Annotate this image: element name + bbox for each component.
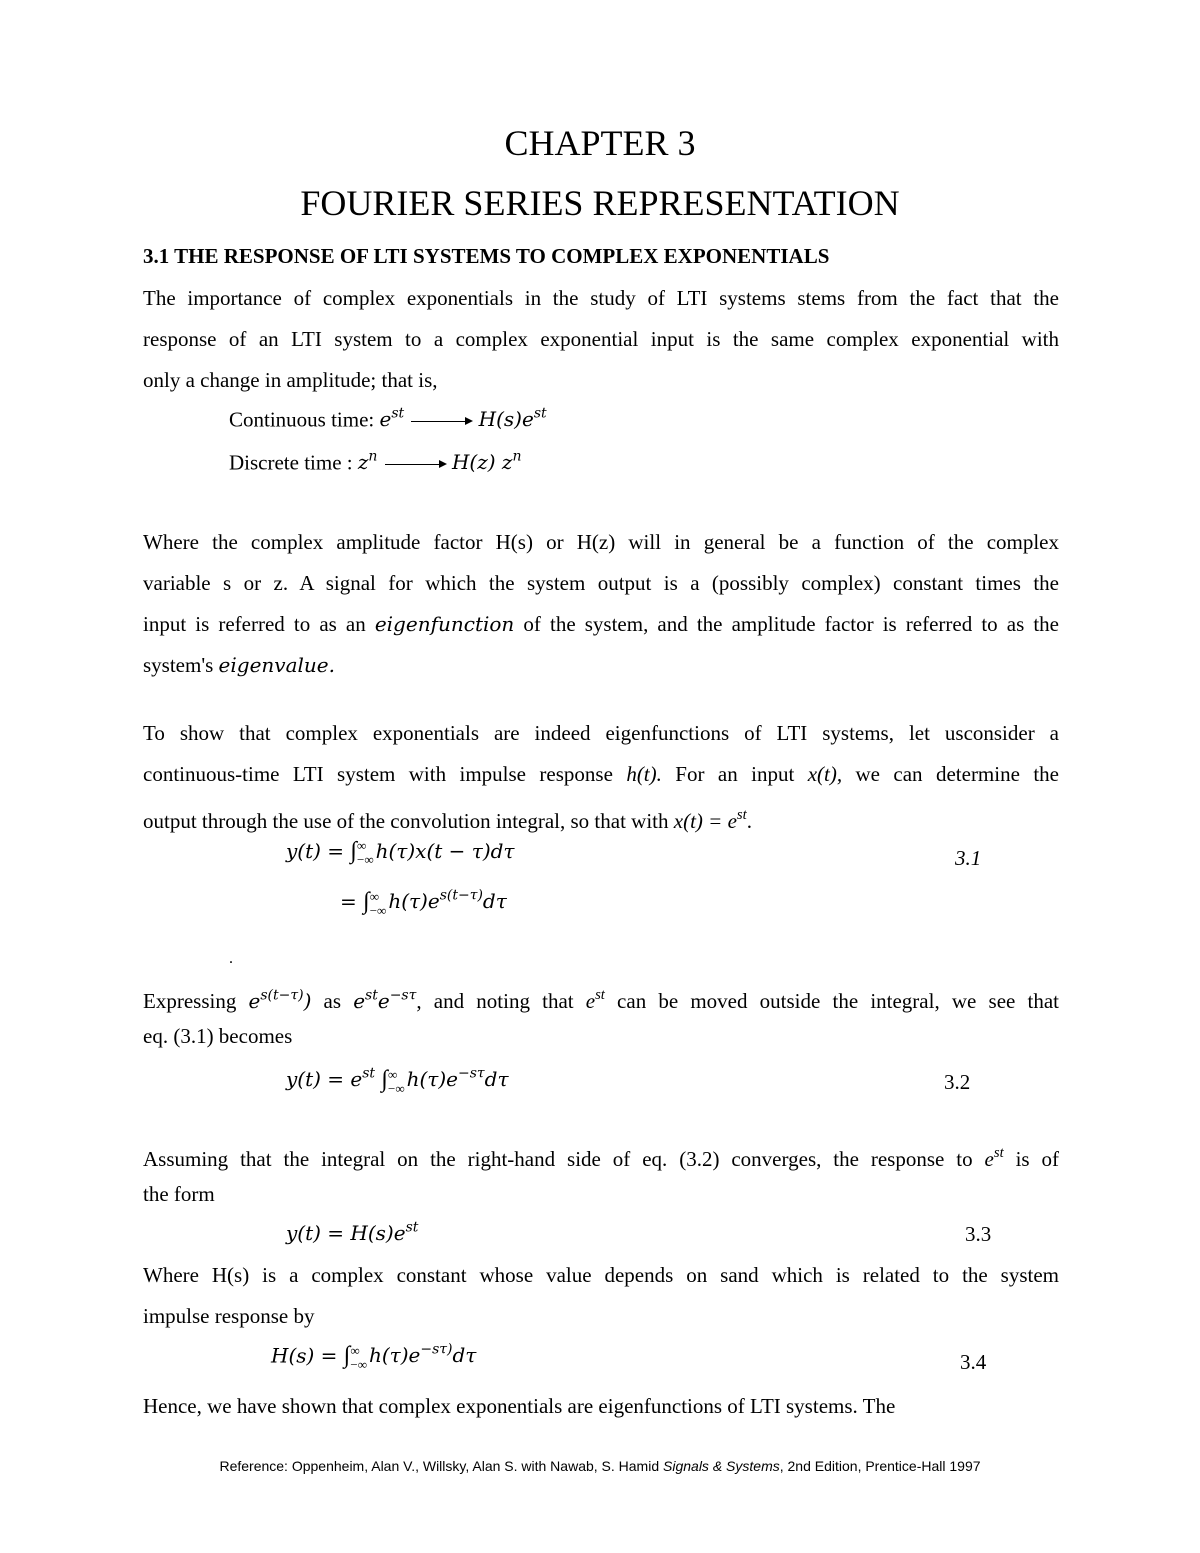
text-line: output through the use of the convolution integral, so that with $x(t) = e^{st}$.: [143, 807, 752, 833]
discrete-time-label: Discrete time :: [229, 450, 353, 475]
text-line: Hence, we have shown that complex exponentials are eigenfunctions of LTI systems. The: [143, 1394, 896, 1418]
paragraph-eigenfunction: [143, 522, 1059, 686]
equation-3-3: $y(t) = H(s)e^{st}$: [286, 1220, 419, 1246]
reference-footer: Reference: Oppenheim, Alan V., Willsky, Alan S. with Nawab, S. Hamid Signals & Systems, 2nd Edition, Prentice-Hall 1997: [219, 1458, 981, 1474]
equation-discrete-time: Discrete time : $z^n$ H(z) $z^n$: [229, 449, 522, 475]
book-title: Signals & Systems: [663, 1458, 780, 1474]
eigenvalue-term: eigenvalue.: [218, 653, 335, 677]
right-arrow-icon: [385, 464, 445, 465]
equation-number: 3.3: [965, 1222, 992, 1246]
text-line: Where H(s) is a complex constant whose value depends on sand which is related to the system: [143, 1263, 1059, 1287]
paragraph-assuming: [143, 1133, 1059, 1215]
text-line: only a change in amplitude; that is,: [143, 368, 438, 392]
text-line: To show that complex exponentials are indeed eigenfunctions of LTI systems, let usconsider a: [143, 721, 1059, 745]
chapter-heading: CHAPTER 3: [504, 123, 696, 163]
text-line: response of an LTI system to a complex exponential input is the same complex exponential with: [143, 327, 1059, 351]
paragraph-expressing: [143, 975, 1059, 1057]
right-arrow-icon: [411, 421, 471, 422]
continuous-time-label: Continuous time:: [229, 407, 375, 432]
text-line: Where the complex amplitude factor H(s) or H(z) will in general be a function of the complex: [143, 530, 1059, 554]
text-line: continuous-time LTI system with impulse response h(t). For an input x(t), we can determine the: [143, 762, 1059, 786]
text-line: The importance of complex exponentials in the study of LTI systems stems from the fact that the: [143, 286, 1059, 310]
text-line: Assuming that the integral on the right-hand side of eq. (3.2) converges, the response to $e^{st}$ is of: [143, 1145, 1059, 1171]
paragraph-convolution: [143, 713, 1059, 836]
paragraph-intro: [143, 278, 1059, 401]
text-line: variable s or z. A signal for which the system output is a (possibly complex) constant times the: [143, 571, 1059, 595]
equation-3-1-line-2: = ∫ ∞ −∞ $h(\tau)e^{s(t-\tau)}d\tau$: [340, 888, 507, 918]
equation-3-1-line-1: y(t) = ∫ ∞ −∞ h(τ)x(t − τ)dτ: [286, 838, 515, 868]
text-line: the form: [143, 1182, 215, 1206]
eigenfunction-term: eigenfunction: [374, 612, 515, 636]
text-line: impulse response by: [143, 1304, 315, 1328]
equation-number: 3.1: [955, 846, 982, 870]
equation-number: 3.2: [944, 1070, 971, 1094]
stray-dot: .: [229, 950, 233, 967]
paragraph-constant: [143, 1255, 1059, 1337]
equation-3-2: $y(t) = e^{st}$ ∫ ∞ −∞ $h(\tau)e^{-s\tau}d\tau$: [286, 1066, 509, 1096]
chapter-title: FOURIER SERIES REPRESENTATION: [300, 183, 900, 223]
equation-continuous-time: Continuous time: $e^{st}$ $H(s)e^{st}$: [229, 406, 547, 432]
paragraph-conclusion: [143, 1386, 1059, 1427]
section-heading: 3.1 THE RESPONSE OF LTI SYSTEMS TO COMPLEX EXPONENTIALS: [143, 244, 830, 268]
text-line: eq. (3.1) becomes: [143, 1024, 293, 1048]
equation-3-4: H(s) = ∫ ∞ −∞ $h(\tau)e^{-s\tau)}d\tau$: [271, 1342, 477, 1372]
equation-number: 3.4: [960, 1350, 987, 1374]
text-line: Expressing $e^{s(t-\tau)}$) as $e^{st}e^{-s\tau}$, and noting that $e^{st}$ can be moved outside the integral, we see that: [143, 987, 1059, 1013]
text-line: input is referred to as an eigenfunction of the system, and the amplitude factor is referred to as the: [143, 612, 1060, 636]
text-line: system's eigenvalue.: [143, 653, 335, 677]
